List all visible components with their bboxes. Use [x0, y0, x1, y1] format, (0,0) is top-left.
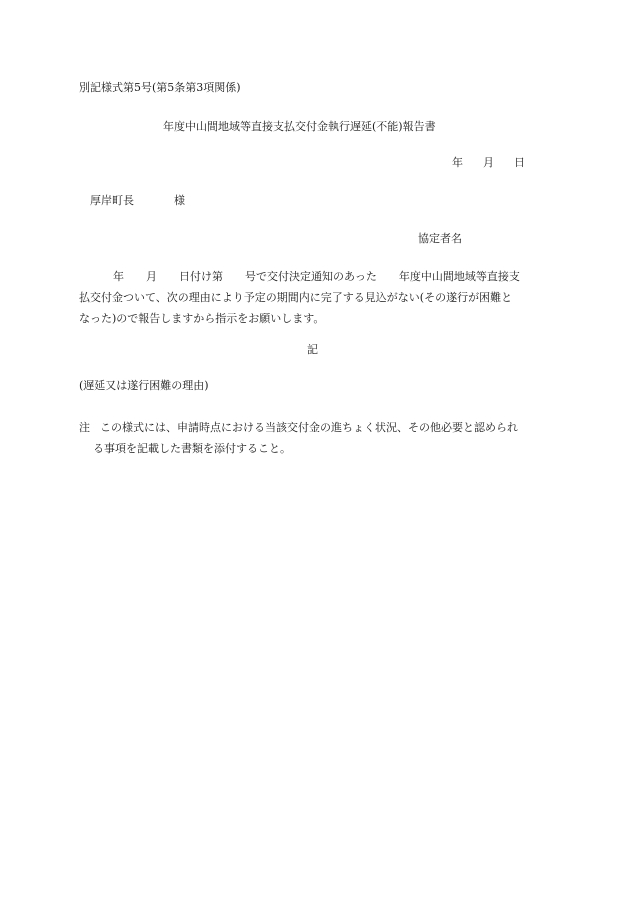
body-line-1 — [79, 266, 520, 287]
body-text — [79, 266, 520, 329]
addressee-honorific: 様 — [174, 194, 185, 207]
body-program: 年度中山間地域等直接支 — [398, 270, 520, 283]
reason-heading: (遅延又は遂行困難の理由) — [79, 379, 209, 392]
date-month-label: 月 — [483, 156, 494, 169]
body-date-no: 日付け第 — [179, 270, 223, 283]
body-line-3: なった)ので報告しますから指示をお願いします。 — [79, 312, 325, 325]
note — [79, 417, 518, 459]
date-year-label: 年 — [452, 156, 463, 169]
ki-heading: 記 — [307, 343, 318, 356]
note-text-2: る事項を記載した書類を添付すること。 — [93, 442, 291, 455]
note-line-1 — [79, 417, 518, 438]
document-title: 年度中山間地域等直接支払交付金執行遅延(不能)報告書 — [163, 120, 436, 133]
note-text-1: この様式には、申請時点における当該交付金の進ちょく状況、その他必要と認められ — [100, 421, 518, 434]
body-line-2: 払交付金ついて、次の理由により予定の期間内に完了する見込がない(その遂行が困難と — [79, 291, 513, 304]
addressee — [90, 195, 185, 206]
note-label: 注 — [79, 421, 90, 434]
form-number: 別記様式第5号(第5条第3項関係) — [79, 81, 241, 94]
note-line-2 — [79, 438, 518, 459]
addressee-office: 厚岸町長 — [90, 194, 134, 207]
body-month: 月 — [146, 270, 157, 283]
date-day-label: 日 — [514, 156, 525, 169]
date-row — [452, 157, 525, 168]
body-notice: 号で交付決定通知のあった — [245, 270, 377, 283]
applicant-label: 協定者名 — [418, 232, 462, 245]
body-year: 年 — [113, 270, 124, 283]
